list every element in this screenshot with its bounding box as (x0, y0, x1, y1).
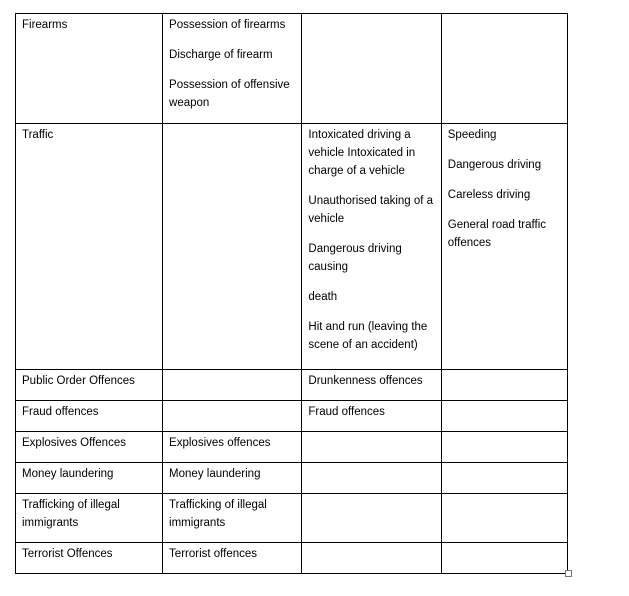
offences-table-body (16, 14, 568, 574)
table-cell[interactable] (163, 370, 302, 401)
table-cell[interactable] (163, 124, 302, 370)
table-cell[interactable] (163, 401, 302, 432)
table-cell[interactable] (302, 543, 441, 574)
table-cell[interactable] (441, 14, 567, 124)
cell-paragraph: Discharge of firearm (169, 49, 273, 61)
cell-paragraph: Explosives offences (169, 437, 271, 449)
table-cell[interactable] (441, 124, 567, 370)
table-row (16, 543, 568, 574)
cell-paragraph: Money laundering (22, 468, 114, 480)
table-cell[interactable] (302, 124, 441, 370)
cell-paragraph: Possession of firearms (169, 19, 286, 31)
table-cell[interactable] (163, 543, 302, 574)
table-cell[interactable] (163, 14, 302, 124)
cell-paragraph: Terrorist Offences (22, 548, 113, 560)
table-cell[interactable] (441, 370, 567, 401)
cell-paragraph: Fraud offences (22, 406, 99, 418)
table-cell[interactable] (441, 494, 567, 543)
cell-paragraph: Dangerous driving causing (308, 243, 402, 273)
table-cell[interactable] (302, 370, 441, 401)
table-row (16, 14, 568, 124)
cell-paragraph: Drunkenness offences (308, 375, 423, 387)
cell-paragraph: Careless driving (447, 189, 531, 201)
cell-paragraph: Dangerous driving (447, 159, 542, 171)
table-cell[interactable] (16, 14, 163, 124)
table-cell[interactable] (302, 432, 441, 463)
cell-paragraph: General road traffic offences (447, 219, 546, 249)
cell-paragraph: Firearms (22, 19, 68, 31)
table-cell[interactable] (16, 543, 163, 574)
table-cell[interactable] (16, 463, 163, 494)
table-cell[interactable] (441, 543, 567, 574)
cell-paragraph: Speeding (447, 129, 497, 141)
table-resize-handle[interactable] (565, 570, 572, 577)
table-cell[interactable] (163, 494, 302, 543)
table-cell[interactable] (163, 463, 302, 494)
table-row (16, 401, 568, 432)
table-row (16, 494, 568, 543)
cell-paragraph: Unauthorised taking of a vehicle (308, 195, 434, 225)
cell-paragraph: Possession of offensive weapon (169, 79, 290, 109)
table-cell[interactable] (302, 463, 441, 494)
table-cell[interactable] (302, 401, 441, 432)
cell-paragraph: Traffic (22, 129, 54, 141)
cell-paragraph: Money laundering (169, 468, 261, 480)
cell-paragraph: Intoxicated driving a vehicle Intoxicated in charge of a vehicle (308, 129, 416, 177)
table-row (16, 370, 568, 401)
table-cell[interactable] (16, 401, 163, 432)
cell-paragraph: Trafficking of illegal immigrants (22, 499, 120, 529)
table-cell[interactable] (441, 432, 567, 463)
table-row (16, 463, 568, 494)
table-cell[interactable] (16, 494, 163, 543)
table-cell[interactable] (163, 432, 302, 463)
cell-paragraph: Hit and run (leaving the scene of an accident) (308, 321, 428, 351)
cell-paragraph: Fraud offences (308, 406, 385, 418)
table-cell[interactable] (16, 124, 163, 370)
table-cell[interactable] (302, 14, 441, 124)
table-cell[interactable] (441, 401, 567, 432)
table-cell[interactable] (302, 494, 441, 543)
cell-paragraph: Public Order Offences (22, 375, 135, 387)
cell-paragraph: Trafficking of illegal immigrants (169, 499, 267, 529)
table-cell[interactable] (16, 370, 163, 401)
cell-paragraph: Explosives Offences (22, 437, 126, 449)
table-row (16, 124, 568, 370)
table-cell[interactable] (16, 432, 163, 463)
cell-paragraph: Terrorist offences (169, 548, 258, 560)
offences-table (15, 13, 568, 574)
cell-paragraph: death (308, 291, 338, 303)
table-row (16, 432, 568, 463)
table-cell[interactable] (441, 463, 567, 494)
